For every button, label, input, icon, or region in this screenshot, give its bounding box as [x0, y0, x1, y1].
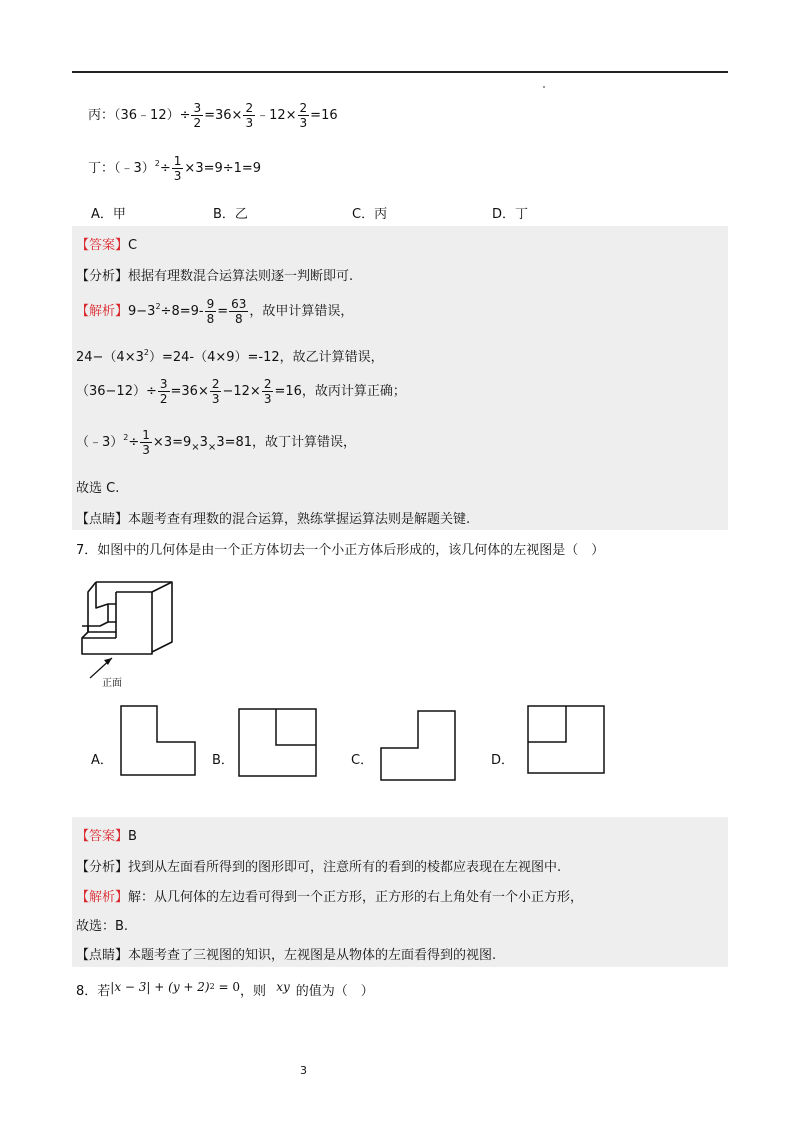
header-rule — [72, 71, 728, 73]
line-bing: 丙：（36﹣12）÷ $\frac{3}{2}$ =36× $\frac{2}{3}$ ﹣12× $\frac{2}{3}$ =16 — [88, 101, 338, 130]
fig-option-c-label: C． — [351, 753, 374, 768]
answer-value: C — [128, 238, 138, 253]
fraction: $\frac{2}{3}$ — [211, 377, 220, 406]
fig-option-a — [120, 705, 200, 777]
answer-tag: 【答案】 — [76, 238, 129, 253]
analysis-line: 【分析】根据有理数混合运算法则逐一判断即可. — [76, 269, 354, 284]
fig-option-c — [380, 710, 460, 782]
variable-xy: xy — [276, 980, 290, 994]
fig-option-d-label: D． — [491, 753, 515, 768]
fraction: $\frac{1}{3}$ — [173, 154, 182, 183]
solution-line-2: $24-(4\times 3^2)=24-(4\times 9)=-12$，故乙计算错误， — [76, 348, 384, 365]
solution-line-3: （36−12）÷ $\frac{3}{2}$ =36× $\frac{2}{3}$ −12× $\frac{2}{3}$ =16，故丙计算正确； — [76, 377, 406, 406]
solution-line-1: 【解析】$9-3^2\div 8=9-$ $\frac{9}{8}$ = $\frac{63}{8}$ ，故甲计算错误， — [76, 297, 354, 326]
option-b: B．乙 — [213, 207, 248, 222]
fig-option-b — [238, 708, 318, 778]
comment-line: 【点睛】本题考查有理数的混合运算，熟练掌握运算法则是解题关键. — [76, 512, 471, 527]
question-7: 7．如图中的几何体是由一个正方体切去一个小正方体后形成的，该几何体的左视图是（ ） — [76, 543, 605, 558]
fig-option-d — [527, 705, 607, 775]
option-c: C．丙 — [352, 207, 388, 222]
solution-line-4: （﹣3）$^2$÷ $\frac{1}{3}$ $\times 3=9_\times 3_\times 3=81$，故丁计算错误， — [76, 428, 357, 457]
answer-line — [76, 234, 137, 253]
question-8: 8．若$|x - 3| + (y + 2)^2 = 0$，则 xy 的值为（ ） — [76, 980, 374, 999]
fraction: $\frac{3}{2}$ — [159, 377, 168, 406]
option-a: A．甲 — [91, 207, 126, 222]
answer-line-q7: 【答案】B — [76, 829, 137, 844]
page-number: 3 — [300, 1064, 307, 1077]
front-label: 正面 — [102, 678, 122, 689]
fraction: $\frac{2}{3}$ — [299, 101, 308, 130]
line-ding: 丁：（﹣3）$^2$÷ $\frac{1}{3}$ ×3=9÷1=9 — [88, 154, 262, 183]
choose-line: 故选 C. — [76, 481, 120, 496]
solution-line-q7: 【解析】解：从几何体的左边看可得到一个正方形，正方形的右上角处有一个小正方形， — [76, 890, 584, 905]
fraction: $\frac{1}{3}$ — [142, 428, 150, 457]
fraction: $\frac{2}{3}$ — [263, 377, 272, 406]
option-d: D．丁 — [492, 207, 529, 222]
choose-line-q7: 故选：B. — [76, 919, 129, 934]
fig-option-b-label: B． — [212, 753, 234, 768]
fraction: $\frac{3}{2}$ — [193, 101, 202, 130]
fig-option-a-label: A． — [91, 753, 113, 768]
header-dot — [543, 86, 545, 88]
comment-line-q7: 【点睛】本题考查了三视图的知识，左视图是从物体的左面看得到的视图. — [76, 948, 497, 963]
analysis-line-q7: 【分析】找到从左面看所得到的图形即可，注意所有的看到的棱都应表现在左视图中. — [76, 860, 562, 875]
fraction: $\frac{2}{3}$ — [245, 101, 254, 130]
fraction: $\frac{9}{8}$ — [206, 297, 215, 326]
equation: |x − 3| + (y + 2) — [110, 980, 210, 994]
solid-figure — [76, 570, 196, 690]
fraction: $\frac{63}{8}$ — [231, 297, 247, 326]
